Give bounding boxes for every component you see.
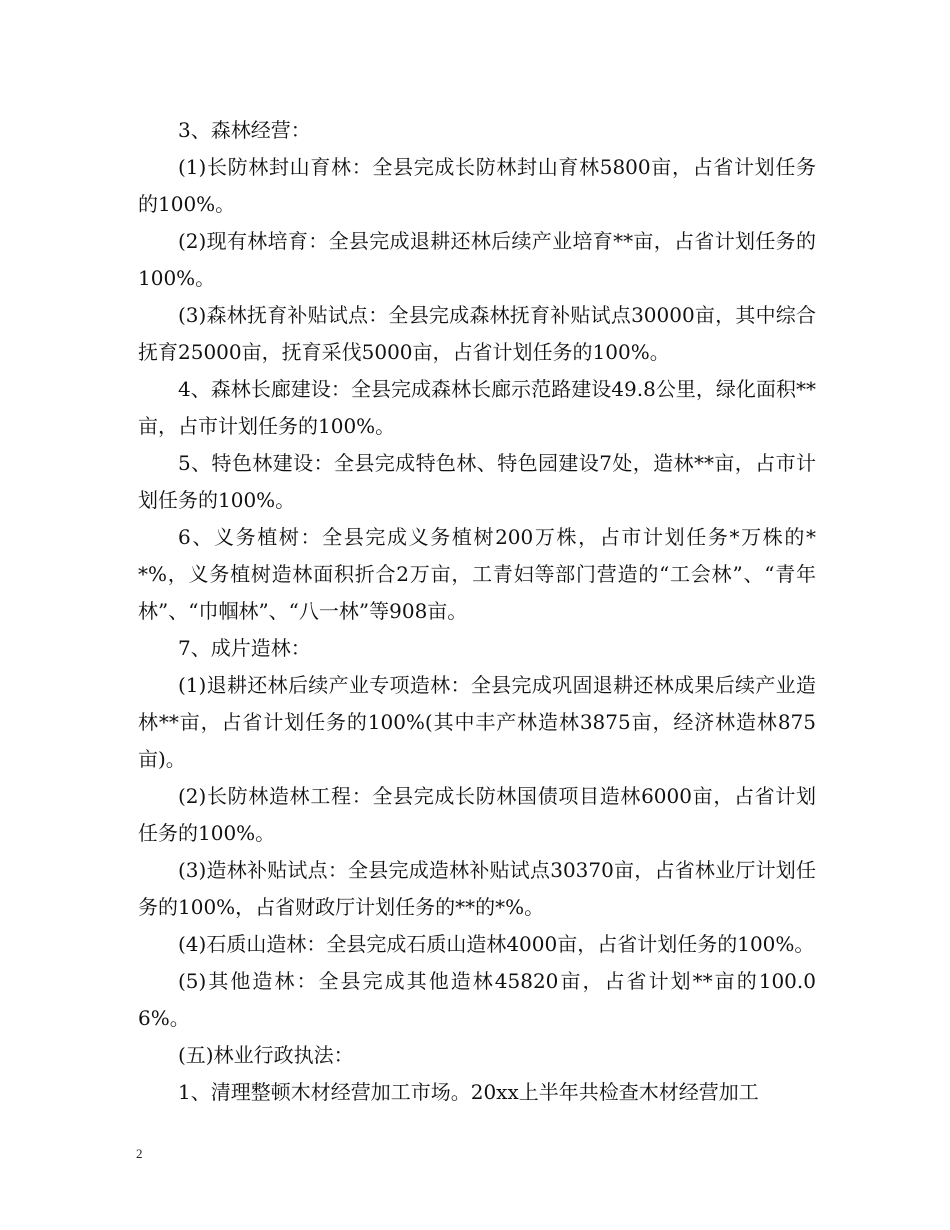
- paragraph-forest-corridor: 4、森林长廊建设：全县完成森林长廊示范路建设49.8公里，绿化面积**亩，占市计划任务的100%。: [138, 377, 816, 438]
- paragraph-shelterbelt-closure: (1)长防林封山育林：全县完成长防林封山育林5800亩，占省计划任务的100%。: [138, 155, 816, 216]
- paragraph-returning-farmland: (1)退耕还林后续产业专项造林：全县完成巩固退耕还林成果后续产业造林**亩，占省计划任务的100%(其中丰产林造林3875亩，经济林造林875亩)。: [138, 673, 816, 771]
- document-body: [138, 112, 816, 1111]
- heading-law-enforcement: (五)林业行政执法：: [178, 1043, 354, 1067]
- paragraph-rocky-mountain: (4)石质山造林：全县完成石质山造林4000亩，占省计划任务的100%。: [178, 932, 815, 956]
- paragraph-afforestation-subsidy: (3)造林补贴试点：全县完成造林补贴试点30370亩，占省林业厅计划任务的100%，占省财政厅计划任务的**的*%。: [138, 858, 816, 919]
- paragraph-timber-market: 1、清理整顿木材经营加工市场。20xx上半年共检查木材经营加工: [178, 1080, 759, 1104]
- paragraph-featured-forest: 5、特色林建设：全县完成特色林、特色园建设7处，造林**亩，占市计划任务的100%。: [138, 451, 816, 512]
- paragraph-other-afforestation: (5)其他造林：全县完成其他造林45820亩，占省计划**亩的100.06%。: [138, 969, 816, 1030]
- paragraph-tending-subsidy: (3)森林抚育补贴试点：全县完成森林抚育补贴试点30000亩，其中综合抚育25000亩，抚育采伐5000亩，占省计划任务的100%。: [138, 303, 816, 364]
- heading-forest-management: 3、森林经营：: [178, 118, 311, 142]
- paragraph-shelterbelt-project: (2)长防林造林工程：全县完成长防林国债项目造林6000亩，占省计划任务的100%。: [138, 784, 816, 845]
- paragraph-existing-forest: (2)现有林培育：全县完成退耕还林后续产业培育**亩，占省计划任务的100%。: [138, 229, 816, 290]
- page-number: 2: [136, 1146, 143, 1161]
- paragraph-voluntary-planting: 6、义务植树：全县完成义务植树200万株，占市计划任务*万株的**%，义务植树造林面积折合2万亩，工青妇等部门营造的“工会林”、“青年林”、“巾帼林”、“八一林”等908亩。: [138, 525, 816, 623]
- heading-block-afforestation: 7、成片造林：: [178, 636, 311, 660]
